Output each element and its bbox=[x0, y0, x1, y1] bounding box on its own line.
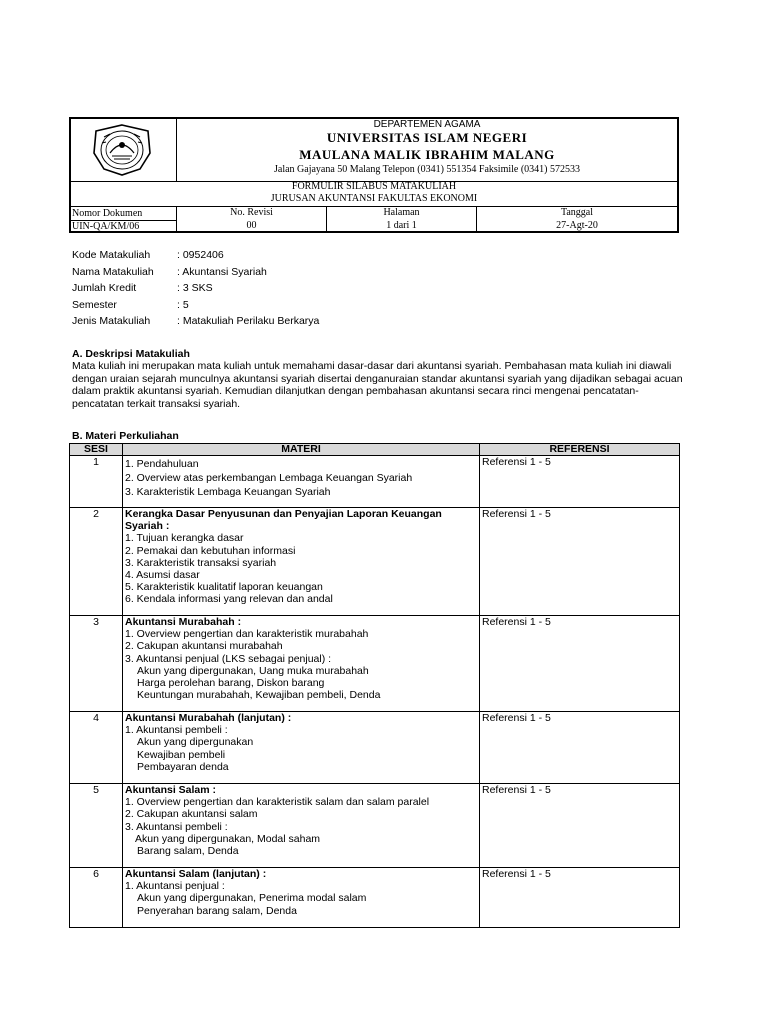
faculty-text: JURUSAN AKUNTANSI FAKULTAS EKONOMI bbox=[270, 193, 478, 204]
materi-subline: Harga perolehan barang, Diskon barang bbox=[137, 677, 325, 690]
table-row bbox=[70, 456, 680, 508]
doc-number-value: UIN-QA/KM/06 bbox=[72, 221, 140, 232]
materi-subline: Akun yang dipergunakan bbox=[137, 736, 254, 749]
sesi-cell: 2 bbox=[70, 508, 123, 616]
university-seal-icon bbox=[90, 123, 154, 177]
materi-cell bbox=[123, 508, 480, 616]
col-header-referensi: REFERENSI bbox=[480, 444, 680, 456]
materi-subline: Keuntungan murabahah, Kewajiban pembeli, Denda bbox=[137, 689, 381, 702]
referensi-cell: Referensi 1 - 5 bbox=[480, 508, 680, 616]
university-text: UNIVERSITAS ISLAM NEGERI bbox=[326, 130, 528, 145]
materi-line: 2. Cakupan akuntansi murabahah bbox=[125, 640, 283, 653]
document-header bbox=[69, 117, 679, 233]
description-line: dengan uraian sejarah munculnya akuntansi syariah disertai denganuraian standar akuntansi syariah yang dijadikan sebagai acuan bbox=[72, 372, 683, 385]
materi-line: 5. Karakteristik kualitatif laporan keuangan bbox=[125, 581, 323, 594]
description-line: pencatatan terkait transaksi syariah. bbox=[72, 397, 241, 410]
sesi-cell: 3 bbox=[70, 616, 123, 712]
revision-label: No. Revisi bbox=[230, 207, 273, 218]
info-label: Nama Matakuliah bbox=[72, 266, 154, 278]
table-row bbox=[70, 508, 680, 616]
materi-cell bbox=[123, 868, 480, 928]
materials-table bbox=[69, 443, 680, 928]
referensi-cell: Referensi 1 - 5 bbox=[480, 456, 680, 508]
materi-line: 3. Karakteristik transaksi syariah bbox=[125, 556, 277, 569]
materi-title: Kerangka Dasar Penyusunan dan Penyajian Laporan Keuangan Syariah : bbox=[125, 508, 442, 533]
materi-cell bbox=[123, 456, 480, 508]
table-row bbox=[70, 712, 680, 784]
materi-line: 2. Overview atas perkembangan Lembaga Keuangan Syariah bbox=[125, 472, 413, 484]
materi-subline: Akun yang dipergunakan, Modal saham bbox=[135, 832, 321, 845]
materi-line: 1. Overview pengertian dan karakteristik salam dan salam paralel bbox=[125, 796, 430, 809]
section-b-title: B. Materi Perkuliahan bbox=[72, 430, 179, 442]
referensi-cell: Referensi 1 - 5 bbox=[480, 868, 680, 928]
materi-line: 3. Akuntansi pembeli : bbox=[125, 820, 228, 833]
col-header-materi: MATERI bbox=[123, 444, 480, 456]
table-row bbox=[70, 784, 680, 868]
materi-line: 6. Kendala informasi yang relevan dan andal bbox=[125, 593, 333, 606]
description-paragraph bbox=[72, 360, 682, 410]
referensi-cell: Referensi 1 - 5 bbox=[480, 616, 680, 712]
sesi-cell: 5 bbox=[70, 784, 123, 868]
revision-value: 00 bbox=[246, 220, 257, 231]
referensi-cell: Referensi 1 - 5 bbox=[480, 712, 680, 784]
materi-title: Akuntansi Murabahah : bbox=[125, 616, 242, 628]
materi-line: 1. Pendahuluan bbox=[125, 458, 199, 470]
doc-number-label: Nomor Dokumen bbox=[72, 208, 143, 219]
materi-line: 2. Pemakai dan kebutuhan informasi bbox=[125, 544, 296, 557]
materi-line: 3. Karakteristik Lembaga Keuangan Syariah bbox=[125, 486, 331, 498]
materi-cell bbox=[123, 784, 480, 868]
info-value: : Matakuliah Perilaku Berkarya bbox=[177, 315, 320, 327]
section-a-title: A. Deskripsi Matakuliah bbox=[72, 348, 190, 360]
materi-line: 1. Akuntansi penjual : bbox=[125, 880, 225, 893]
date-value: 27-Agt-20 bbox=[556, 220, 598, 231]
materi-cell bbox=[123, 616, 480, 712]
logo-cell bbox=[71, 119, 177, 181]
department-text: DEPARTEMEN AGAMA bbox=[373, 119, 481, 130]
materi-subline: Kewajiban pembeli bbox=[137, 748, 226, 761]
address-text: Jalan Gajayana 50 Malang Telepon (0341) 551354 Faksimile (0341) 572533 bbox=[274, 164, 580, 175]
materi-title: Akuntansi Salam (lanjutan) : bbox=[125, 868, 267, 880]
col-header-sesi: SESI bbox=[70, 444, 123, 456]
university-name-text: MAULANA MALIK IBRAHIM MALANG bbox=[299, 147, 555, 162]
materi-title: Akuntansi Salam : bbox=[125, 784, 217, 796]
materi-subline: Akun yang dipergunakan, Uang muka murabahah bbox=[137, 664, 369, 677]
date-label: Tanggal bbox=[560, 207, 594, 218]
info-value: : 5 bbox=[177, 299, 189, 311]
description-line: dalam praktik akuntansi syariah. Kemudian dilanjutkan dengan pembahasan akuntansi secara rinci mengenai pencatatan- bbox=[72, 385, 639, 397]
materi-title: Akuntansi Murabahah (lanjutan) : bbox=[125, 712, 292, 724]
materi-line: 1. Tujuan kerangka dasar bbox=[125, 532, 244, 545]
materi-line: 2. Cakupan akuntansi salam bbox=[125, 808, 258, 821]
materi-line: 3. Akuntansi penjual (LKS sebagai penjual) : bbox=[125, 652, 332, 665]
info-label: Jumlah Kredit bbox=[72, 282, 137, 294]
materi-subline: Penyerahan barang salam, Denda bbox=[137, 904, 297, 917]
info-label: Jenis Matakuliah bbox=[72, 315, 151, 327]
materi-line: 1. Akuntansi pembeli : bbox=[125, 724, 228, 737]
sesi-cell: 4 bbox=[70, 712, 123, 784]
description-line: Mata kuliah ini merupakan mata kuliah untuk memahami dasar-dasar dari akuntansi syariah. Pembahasan mata kuliah ini diawali bbox=[72, 360, 672, 372]
page-value: 1 dari 1 bbox=[386, 220, 417, 231]
info-label: Semester bbox=[72, 299, 117, 311]
table-header-row bbox=[70, 444, 680, 456]
table-row bbox=[70, 616, 680, 712]
materi-line: 1. Overview pengertian dan karakteristik murabahah bbox=[125, 628, 369, 641]
materi-subline: Barang salam, Denda bbox=[137, 845, 239, 858]
referensi-cell: Referensi 1 - 5 bbox=[480, 784, 680, 868]
materi-line: 4. Asumsi dasar bbox=[125, 569, 200, 582]
info-value: : 3 SKS bbox=[177, 282, 213, 294]
info-value: : 0952406 bbox=[177, 249, 224, 261]
page-label: Halaman bbox=[383, 207, 420, 218]
form-title: FORMULIR SILABUS MATAKULIAH bbox=[291, 181, 457, 192]
materi-cell bbox=[123, 712, 480, 784]
sesi-cell: 6 bbox=[70, 868, 123, 928]
materi-subline: Pembayaran denda bbox=[137, 760, 229, 773]
sesi-cell: 1 bbox=[70, 456, 123, 508]
info-value: : Akuntansi Syariah bbox=[177, 266, 267, 278]
materi-subline: Akun yang dipergunakan, Penerima modal salam bbox=[137, 892, 367, 905]
info-label: Kode Matakuliah bbox=[72, 249, 151, 261]
table-row bbox=[70, 868, 680, 928]
